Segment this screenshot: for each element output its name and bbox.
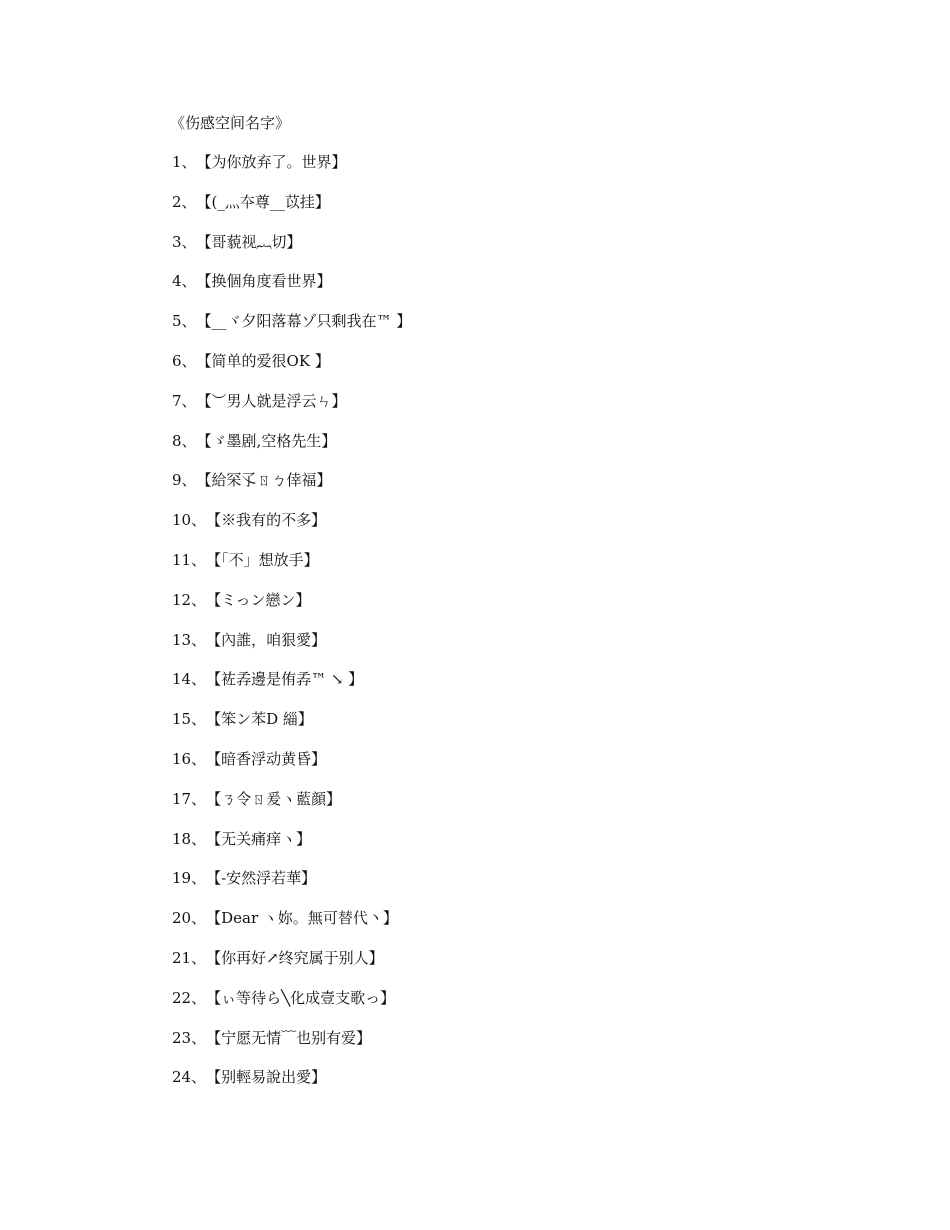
item-number: 7、 <box>172 391 197 410</box>
item-text: 【ゞ墨剧,空格先生】 <box>196 431 337 450</box>
item-number: 22、 <box>172 988 207 1007</box>
list-item <box>172 787 411 827</box>
list-item <box>172 468 411 508</box>
item-number: 16、 <box>172 749 207 768</box>
item-text: 【为你放弃了。世界】 <box>196 153 347 171</box>
item-text: 【暗香浮动黄昏】 <box>206 749 327 768</box>
list-item <box>172 190 411 230</box>
item-number: 21、 <box>172 948 207 967</box>
item-number: 3、 <box>172 232 197 251</box>
item-text: 【給罙孓ㄖㄅ倖福】 <box>196 471 332 490</box>
item-number: 20、 <box>172 909 207 928</box>
item-text: 【哥藐视︷切】 <box>196 232 302 251</box>
list-item <box>172 747 411 787</box>
item-number: 13、 <box>172 630 207 649</box>
item-number: 10、 <box>172 511 207 530</box>
list-item <box>172 1065 411 1105</box>
item-text: 【「不」想放手】 <box>206 550 319 569</box>
item-number: 17、 <box>172 789 207 808</box>
list-item <box>172 707 411 747</box>
list-item <box>172 548 411 588</box>
item-text: 【Dear ヽ妳。無可替代丶】 <box>206 909 398 928</box>
list-item <box>172 946 411 986</box>
item-number: 18、 <box>172 829 207 848</box>
item-text: 【笨ン苯D 緇】 <box>206 710 313 729</box>
item-number: 8、 <box>172 431 197 450</box>
item-number: 9、 <box>172 471 197 490</box>
list-item <box>172 508 411 548</box>
item-text: 【※我有的不多】 <box>206 511 327 530</box>
item-text: 【-安然浮若華】 <box>206 869 317 888</box>
list-item <box>172 349 411 389</box>
item-text: 【袏孨邊是侑孨™ ↘ 】 <box>206 670 364 689</box>
name-list <box>172 150 411 1105</box>
list-item <box>172 588 411 628</box>
item-text: 【(_灬夲尊__苡挂】 <box>196 192 330 211</box>
item-text: 【别輕易說出愛】 <box>206 1068 327 1087</box>
list-item <box>172 866 411 906</box>
item-number: 14、 <box>172 670 207 689</box>
item-number: 12、 <box>172 590 207 609</box>
item-text: 【︶男人就是浮云ㄣ】 <box>196 391 347 410</box>
item-text: 【换個角度看世界】 <box>196 272 332 291</box>
item-text: 【ぃ等待ら╲化成壹支歌っ】 <box>206 988 396 1007</box>
item-number: 15、 <box>172 710 207 729</box>
list-item <box>172 667 411 707</box>
item-number: 6、 <box>172 351 197 370</box>
list-item <box>172 230 411 270</box>
list-item <box>172 389 411 429</box>
item-number: 4、 <box>172 272 197 291</box>
list-item <box>172 906 411 946</box>
item-number: 5、 <box>172 312 197 331</box>
list-item <box>172 1026 411 1066</box>
item-text: 【无关痛痒ヽ】 <box>206 829 312 848</box>
item-text: 【__ヾ夕阳落幕ゾ只剩我在™ 】 <box>196 312 412 331</box>
item-number: 2、 <box>172 192 197 211</box>
item-number: 23、 <box>172 1028 207 1047</box>
item-text: 【宁愿无情﹋也别有爱】 <box>206 1028 372 1047</box>
item-text: 【简单的爱很OK 】 <box>196 351 330 370</box>
item-number: 11、 <box>172 550 207 569</box>
item-number: 24、 <box>172 1068 207 1087</box>
document-title: 《伤感空间名字》 <box>170 114 291 132</box>
item-text: 【你再好↗终究属于别人】 <box>206 948 384 967</box>
item-text: 【ㄋ令ㄖ爰ヽ藍顔】 <box>206 789 342 808</box>
item-text: 【內誰，咱狠愛】 <box>206 630 327 649</box>
item-number: 19、 <box>172 869 207 888</box>
list-item <box>172 429 411 469</box>
list-item <box>172 269 411 309</box>
list-item <box>172 309 411 349</box>
list-item <box>172 827 411 867</box>
list-item <box>172 986 411 1026</box>
item-number: 1、 <box>172 153 197 171</box>
list-item <box>172 150 411 190</box>
list-item <box>172 628 411 668</box>
item-text: 【ミっン戀ン】 <box>206 590 311 609</box>
